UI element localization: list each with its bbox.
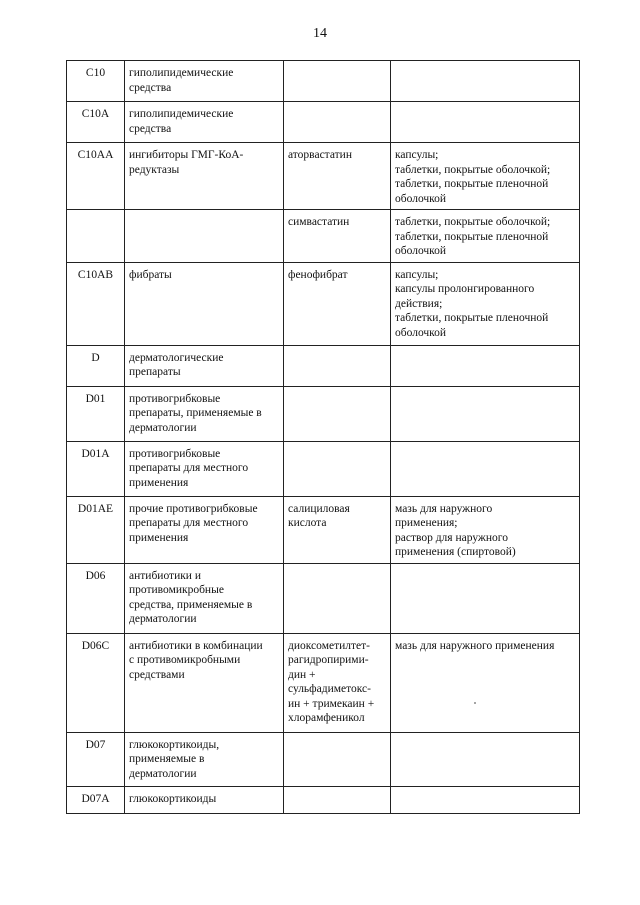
pharmacological-group-cell: гиполипидемические средства [125,61,284,102]
dosage-form-cell [391,102,580,143]
pharmacological-group-cell: глюкокортикоиды [125,786,284,813]
pharmacological-group-cell: прочие противогрибковые препараты для местного применения [125,496,284,563]
atc-code-cell: D07A [67,786,125,813]
active-substance-cell [284,61,391,102]
dosage-form-cell: капсулы; таблетки, покрытые оболочкой; таблетки, покрытые пленочной оболочкой [391,143,580,210]
table-row [67,496,580,563]
table-row [67,143,580,210]
dosage-form-cell: капсулы; капсулы пролонгированного действия; таблетки, покрытые пленочной оболочкой [391,262,580,345]
active-substance-cell [284,786,391,813]
atc-code-cell: D [67,345,125,386]
dosage-form-cell: мазь для наружного применения; раствор для наружного применения (спиртовой) [391,496,580,563]
dosage-form-cell [391,61,580,102]
dosage-form-cell: таблетки, покрытые оболочкой; таблетки, покрытые пленочной оболочкой [391,210,580,263]
active-substance-cell: симвастатин [284,210,391,263]
table-row [67,633,580,732]
pharmacological-group-cell: противогрибковые препараты для местного применения [125,441,284,496]
active-substance-cell [284,102,391,143]
dosage-form-cell [391,732,580,786]
table-row [67,345,580,386]
atc-code-cell: D06C [67,633,125,732]
atc-code-cell: C10AB [67,262,125,345]
page-number: 14 [313,26,327,41]
active-substance-cell [284,563,391,633]
pharmacological-group-cell: фибраты [125,262,284,345]
table-row [67,61,580,102]
dosage-form-cell [391,345,580,386]
table-row [67,262,580,345]
pharmacological-group-cell [125,210,284,263]
active-substance-cell [284,345,391,386]
dosage-form-cell [391,441,580,496]
table-row [67,786,580,813]
active-substance-cell [284,441,391,496]
table-row [67,732,580,786]
atc-code-cell: C10AA [67,143,125,210]
atc-code-cell: D01 [67,386,125,441]
active-substance-cell: фенофибрат [284,262,391,345]
table-row [67,386,580,441]
atc-code-cell: D07 [67,732,125,786]
table-row [67,102,580,143]
atc-code-cell: D06 [67,563,125,633]
scan-artifact-dot [474,702,476,704]
pharmacological-group-cell: дерматологические препараты [125,345,284,386]
table-row [67,441,580,496]
dosage-form-cell [391,786,580,813]
atc-code-cell: D01A [67,441,125,496]
pharmacological-group-cell: ингибиторы ГМГ-КоА- редуктазы [125,143,284,210]
active-substance-cell [284,732,391,786]
active-substance-cell: салициловая кислота [284,496,391,563]
atc-code-cell: C10A [67,102,125,143]
table-row [67,210,580,263]
pharmacological-group-cell: глюкокортикоиды, применяемые в дерматологии [125,732,284,786]
active-substance-cell: аторвастатин [284,143,391,210]
dosage-form-cell: мазь для наружного применения [391,633,580,732]
pharmacological-group-cell: антибиотики в комбинации с противомикробными средствами [125,633,284,732]
atc-code-cell [67,210,125,263]
active-substance-cell: диоксометилтет- рагидропирими- дин + сульфадиметокс- ин + тримекаин + хлорамфеникол [284,633,391,732]
table-row [67,563,580,633]
pharmacological-group-cell: противогрибковые препараты, применяемые в дерматологии [125,386,284,441]
dosage-form-cell [391,563,580,633]
active-substance-cell [284,386,391,441]
pharmacological-group-cell: гиполипидемические средства [125,102,284,143]
drug-classification-table [66,60,580,814]
atc-code-cell: D01AE [67,496,125,563]
pharmacological-group-cell: антибиотики и противомикробные средства, применяемые в дерматологии [125,563,284,633]
atc-code-cell: C10 [67,61,125,102]
dosage-form-cell [391,386,580,441]
